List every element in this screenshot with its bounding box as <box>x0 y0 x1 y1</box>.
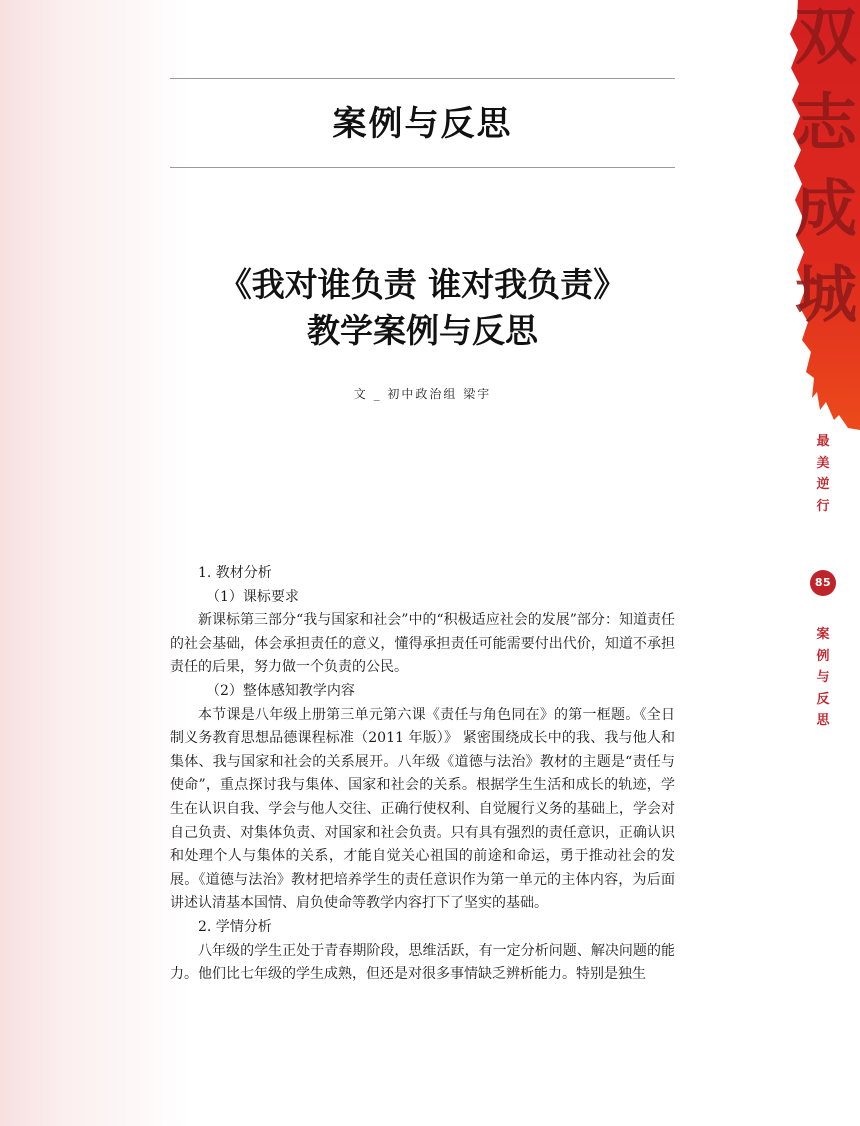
article-title <box>170 262 675 354</box>
column-char: 思 <box>816 713 830 728</box>
section-title: 案例与反思 <box>332 104 513 144</box>
header-bottom-rule <box>170 167 675 168</box>
heading-textbook-analysis: 1. 教材分析 <box>198 565 272 581</box>
series-char: 最 <box>816 434 830 449</box>
series-char: 行 <box>816 498 830 514</box>
column-char: 例 <box>816 648 830 664</box>
paragraph: 新课标第三部分“我与国家和社会”中的“积极适应社会的发展”部分：知道责任的社会基础，体会承担责任的意义，懂得承担责任可能需要付出代价，知道不承担责任的后果，努力做一个负责的公民。 <box>170 612 675 676</box>
column-char: 与 <box>816 670 830 685</box>
article-title-line-2: 教学案例与反思 <box>307 311 538 350</box>
article-title-line-1: 《我对谁负责 谁对我负责》 <box>218 265 627 304</box>
red-ink-band <box>790 0 860 430</box>
ink-char: 城 <box>794 258 857 331</box>
heading-student-analysis: 2. 学情分析 <box>198 918 272 935</box>
column-label <box>808 624 838 732</box>
paragraph: 八年级的学生正处于青春期阶段，思维活跃，有一定分析问题、解决问题的能力。他们比七年级的学生成熟，但还是对很多事情缺乏辨析能力。特别是独生 <box>170 942 675 983</box>
header-top-rule <box>170 78 675 79</box>
subheading-curriculum-requirements: （1）课标要求 <box>206 588 299 605</box>
column-char: 案 <box>816 627 830 642</box>
column-char: 反 <box>816 691 830 707</box>
subheading-teaching-content: （2）整体感知教学内容 <box>206 682 355 699</box>
series-char: 美 <box>816 455 830 471</box>
series-label <box>808 431 838 517</box>
paragraph: 本节课是八年级上册第三单元第六课《责任与角色同在》的第一框题。《全日制义务教育思想品德课程标准（2011 年版）》 紧密围绕成长中的我、我与他人和集体、我与国家和社会的关系展开。八年级《道德与法治》教材的主题是“责任与使命”，重点探讨我与集体、国家和社会的关系。根据学生生活和成长的轨迹，学生在认识自我、学会与他人交往、正确行使权利、自觉履行义务的基础上，学会对自己负责、对集体负责、对国家和社会负责。只有具有强烈的责任意识，正确认识和处理个人与集体的关系，才能自觉关心祖国的前途和命运，勇于推动社会的发展。《道德与法治》教材把培养学生的责任意识作为第一单元的主体内容，为后面讲述认清基本国情、肩负使命等教学内容打下了坚实的基础。 <box>170 706 675 912</box>
article-body <box>170 562 675 987</box>
byline: 文 _ 初中政治组 梁宇 <box>353 387 492 401</box>
ink-char: 志 <box>794 86 857 159</box>
page-number-badge: 85 <box>810 570 836 596</box>
series-char: 逆 <box>816 477 830 492</box>
ink-char: 双 <box>794 0 857 73</box>
ink-char: 成 <box>794 172 857 245</box>
